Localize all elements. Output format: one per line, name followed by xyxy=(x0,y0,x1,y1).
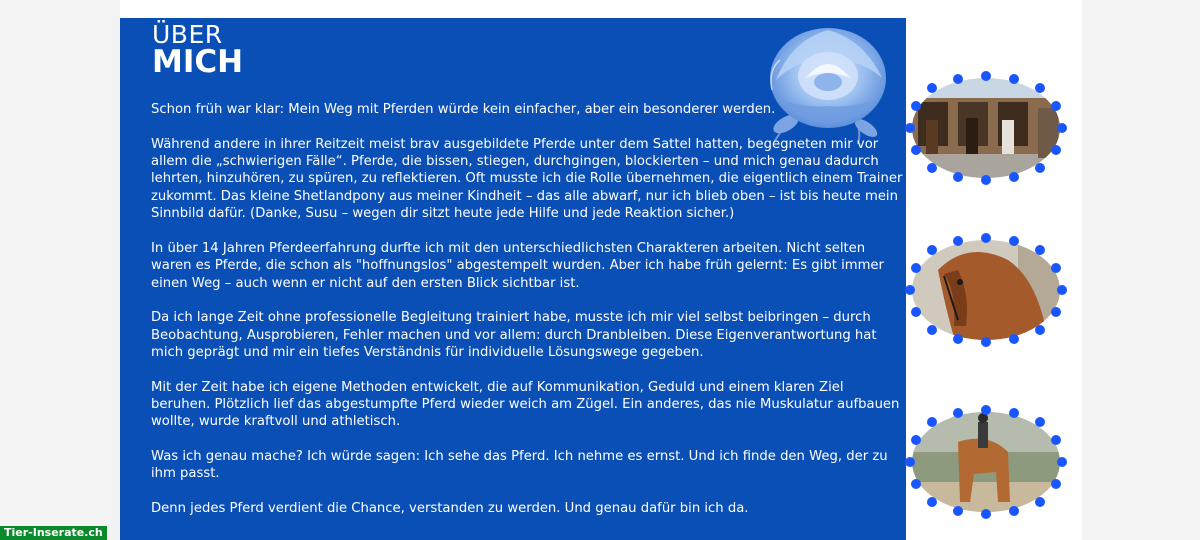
paragraph-4: Da ich lange Zeit ohne professionelle Begleitung trainiert habe, musste ich mir viel selbst beibringen – durch Beobachtung, Ausprobieren, Fehler machen und vor allem: durch Dranbleiben. Diese Eigenverantwortung hat mich geprägt und mir ein tiefes Verständnis für individuelle Lösungswege gegeben. xyxy=(151,310,877,361)
about-section xyxy=(120,18,906,540)
horse-riding-photo xyxy=(898,402,1074,522)
section-heading xyxy=(152,20,244,80)
heading-line-2: MICH xyxy=(152,44,244,80)
site-watermark: Tier-Inserate.ch xyxy=(0,526,107,540)
paragraph-1: Schon früh war klar: Mein Weg mit Pferden würde kein einfacher, aber ein besonderer werden. xyxy=(151,102,776,117)
heading-line-1: ÜBER xyxy=(152,20,223,49)
paragraph-7: Denn jedes Pferd verdient die Chance, verstanden zu werden. Und genau dafür bin ich da. xyxy=(151,501,749,517)
horse-portrait-photo xyxy=(898,230,1074,350)
paragraph-3: In über 14 Jahren Pferdeerfahrung durfte ich mit den unterschiedlichsten Charakteren arbeiten. Nicht selten waren es Pferde, die schon als "hoffnungslos" abgestempelt wurden. Aber ich habe früh gelernt: Es gibt immer einen Weg – auch wenn er nicht auf den ersten Blick sichtbar ist. xyxy=(151,240,884,291)
paragraph-6: Was ich genau mache? Ich würde sagen: Ich sehe das Pferd. Ich nehme es ernst. Und ich finde den Weg, der zu ihm passt. xyxy=(151,449,888,482)
paragraph-5: Mit der Zeit habe ich eigene Methoden entwickelt, die auf Kommunikation, Geduld und einem klaren Ziel beruhen. Plötzlich lief das abgestumpfte Pferd wieder weich am Zügel. Ein anderes, das nie Muskulatur aufbauen wollte, wurde kraftvoll und athletisch. xyxy=(151,379,900,430)
paragraph-2: Während andere in ihrer Reitzeit meist brav ausgebildete Pferde unter dem Sattel hatten, begegneten mir vor allem die „schwierigen Fälle“. Pferde, die bissen, stiegen, durchgingen, blockierten – und mich genau dadurch lehrten, hinzuhören, zu spüren, zu reflektieren. Oft musste ich die Rolle übernehmen, die eigentlich einem Trainer zukommt. Das kleine Shetlandpony aus meiner Kindheit – das alle abwarf, nur ich blieb oben – ist bis heute mein Sinnbild dafür. (Danke, Susu – wegen dir sitzt heute jede Hilfe und jede Reaktion sicher.) xyxy=(151,136,903,222)
about-text xyxy=(151,101,906,535)
horses-at-stable-photo xyxy=(898,68,1074,188)
